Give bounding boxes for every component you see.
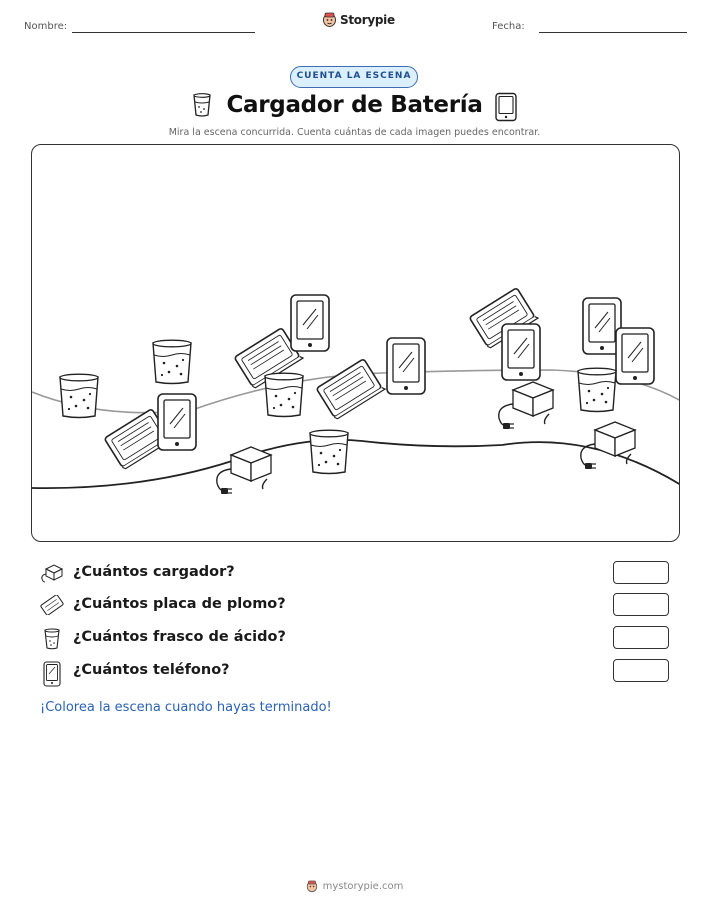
phone bbox=[502, 324, 540, 380]
question-row-lead-plate bbox=[40, 593, 670, 619]
footer-url[interactable]: mystorypie.com bbox=[322, 881, 404, 892]
coloring-instruction: ¡Colorea la escena cuando hayas terminado! bbox=[40, 700, 332, 715]
answer-box-phone[interactable] bbox=[613, 659, 669, 682]
answer-box-lead-plate[interactable] bbox=[613, 593, 669, 616]
charger bbox=[581, 422, 635, 469]
question-text: ¿Cuántos frasco de ácido? bbox=[73, 629, 286, 645]
storypie-mascot-icon bbox=[306, 880, 318, 893]
question-text: ¿Cuántos teléfono? bbox=[73, 662, 230, 678]
activity-badge: CUENTA LA ESCENA bbox=[290, 66, 418, 88]
phone-icon bbox=[494, 92, 518, 122]
phone bbox=[387, 338, 425, 394]
counting-scene bbox=[31, 144, 680, 542]
brand-name: Storypie bbox=[340, 13, 395, 27]
acid-jar bbox=[310, 430, 348, 473]
phone bbox=[291, 295, 329, 351]
name-field-line[interactable] bbox=[72, 32, 255, 33]
question-row-charger bbox=[40, 561, 670, 587]
phone bbox=[616, 328, 654, 384]
question-row-acid-jar bbox=[40, 626, 670, 652]
footer bbox=[0, 880, 709, 893]
storypie-mascot-icon bbox=[322, 12, 337, 28]
acid-jar bbox=[153, 340, 191, 383]
phone bbox=[158, 394, 196, 450]
page-title: Cargador de Batería bbox=[226, 92, 483, 118]
charger-icon bbox=[40, 563, 64, 583]
charger bbox=[499, 382, 553, 429]
name-label: Nombre: bbox=[24, 21, 68, 32]
scene-illustration bbox=[32, 145, 680, 542]
lead-plate-icon bbox=[40, 595, 64, 615]
date-label: Fecha: bbox=[492, 21, 525, 32]
acid-jar-icon bbox=[40, 628, 64, 650]
date-field-line[interactable] bbox=[539, 32, 687, 33]
phone-icon bbox=[40, 661, 64, 687]
instructions: Mira la escena concurrida. Cuenta cuántas de cada imagen puedes encontrar. bbox=[168, 127, 541, 138]
acid-jar bbox=[60, 374, 98, 417]
acid-jar bbox=[578, 368, 616, 411]
question-text: ¿Cuántos placa de plomo? bbox=[73, 596, 286, 612]
answer-box-acid-jar[interactable] bbox=[613, 626, 669, 649]
question-text: ¿Cuántos cargador? bbox=[73, 564, 235, 580]
answer-box-charger[interactable] bbox=[613, 561, 669, 584]
question-row-phone bbox=[40, 659, 670, 685]
storypie-logo bbox=[322, 12, 395, 28]
lead-plate bbox=[316, 358, 385, 420]
acid-jar bbox=[265, 373, 303, 416]
charger bbox=[217, 447, 271, 494]
